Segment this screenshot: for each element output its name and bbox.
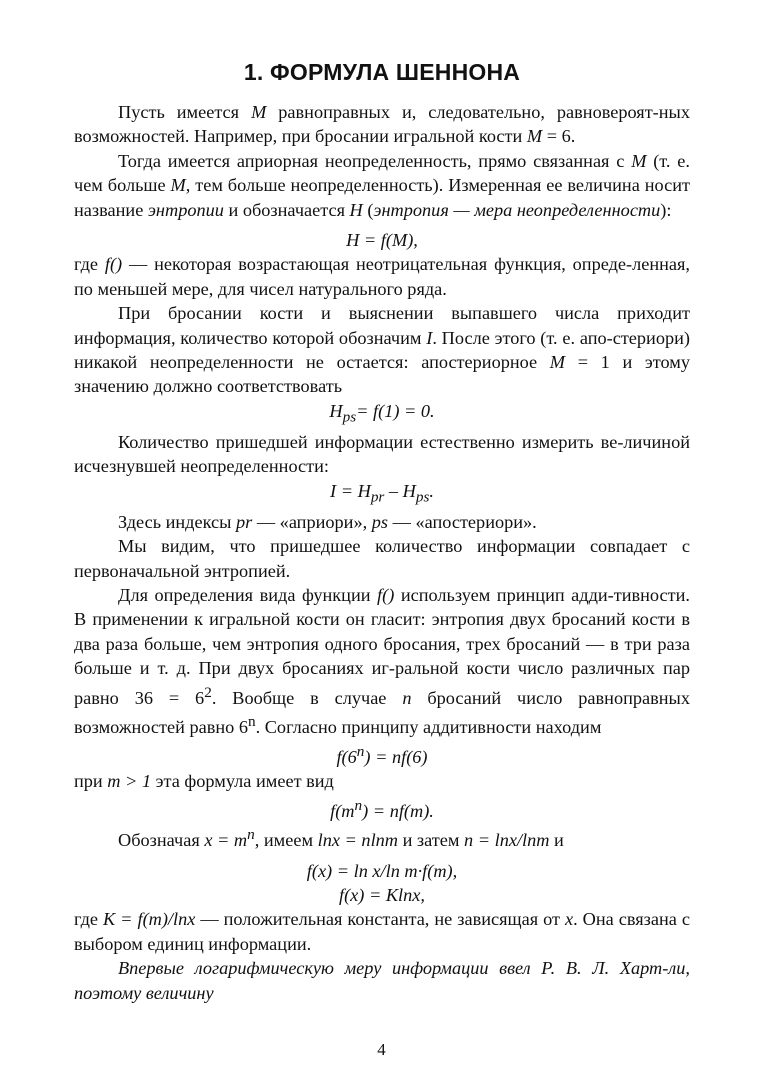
text: . Вообще в случае: [211, 687, 403, 708]
text: используем принцип адди-тивности. В применении к игральной кости он гласит: энтропия двух бросаний кости в два раза больше, чем энтропия одного бросания, трех бросаний — в три раза больше и т. д. При двух бросаниях иг-ральной кости число различных пар равно 36 = 6: [74, 585, 690, 708]
paragraph-12: Впервые логарифмическую меру информации ввел Р. В. Л. Харт-ли, поэтому величину: [74, 958, 690, 1003]
var-m: M: [170, 175, 186, 196]
superscript: n: [356, 742, 365, 760]
text: (: [362, 199, 374, 220]
expr: lnx = nlnm: [317, 830, 398, 851]
expr: n = lnx/lnm: [464, 830, 550, 851]
text: ) = nf(m).: [362, 800, 434, 821]
var-m: M: [549, 352, 566, 373]
paragraph-9: [74, 769, 690, 793]
text: — некоторая возрастающая неотрицательная функция, опреде-ленная, по меньшей мере, для чисел натурального ряда.: [74, 254, 690, 299]
term-definition: энтропия — мера неопределенности: [373, 199, 661, 220]
text: I = H: [330, 480, 371, 501]
var-i: I: [426, 327, 433, 348]
text: (т. е. чем больше: [74, 150, 690, 196]
text: при: [74, 771, 108, 792]
text: . Она связана с выбором единиц информации.: [74, 909, 690, 954]
subscript: ps: [342, 408, 357, 426]
formula-additivity: [74, 740, 690, 770]
text: При бросании кости и выяснении выпавшего числа приходит информация, количество которой обозначим: [74, 303, 690, 348]
func-f: f(): [104, 254, 123, 275]
text: и затем: [398, 830, 465, 851]
text: — «апостериори».: [388, 511, 537, 532]
paragraph-10: [74, 823, 690, 853]
paragraph-5: Количество пришедшей информации естественно измерить ве-личиной исчезнувшей неопределенности:: [74, 431, 690, 477]
condition: m > 1: [107, 771, 152, 792]
text: и: [549, 830, 564, 851]
text: f(m: [330, 800, 355, 821]
var-x: x: [564, 909, 574, 930]
paragraph-11: [74, 907, 690, 956]
text: , имеем: [254, 830, 318, 851]
paragraph-2: [74, 149, 690, 222]
superscript: n: [354, 796, 363, 814]
text: и обозначается: [223, 199, 350, 220]
text: . После этого (т. е. апо-стериори) никакой неопределенности не остается: апостериорное: [74, 327, 690, 373]
var-m: M: [251, 102, 267, 122]
index-pr: pr: [235, 511, 253, 532]
text: — положительная константа, не зависящая от: [195, 909, 565, 930]
text: Для определения вида функции: [118, 585, 378, 606]
formula-klnx: f(x) = Klnx,: [339, 884, 425, 905]
text: — «априори»,: [252, 511, 372, 532]
text: – H: [384, 480, 416, 501]
text: H: [329, 400, 343, 421]
page-number: 4: [377, 1040, 386, 1059]
expr: K = f(m)/lnx: [103, 909, 196, 930]
text: f(6: [336, 746, 357, 767]
text: .: [429, 480, 434, 501]
var-h: H: [349, 199, 363, 220]
subscript: ps: [415, 488, 430, 506]
func-f: f(): [377, 585, 395, 606]
section-title: 1. ФОРМУЛА ШЕННОНА: [243, 59, 521, 85]
text: ):: [660, 199, 672, 220]
document-page: [74, 58, 690, 1005]
superscript: 2: [204, 683, 212, 701]
expr: x = m: [204, 830, 248, 851]
text: эта формула имеет вид: [151, 771, 334, 792]
text: . Согласно принципу аддитивности находим: [255, 717, 602, 738]
paragraph-6: [74, 510, 690, 534]
paragraph-3: [74, 252, 690, 301]
text: Пусть имеется: [118, 102, 252, 122]
var-m: M: [526, 126, 543, 147]
superscript: n: [247, 826, 255, 844]
index-ps: ps: [371, 511, 389, 532]
text: , тем больше неопределенность). Измеренная ее величина носит название: [74, 175, 690, 220]
text: бросаний число равноправных возможностей равно 6: [74, 687, 690, 738]
text: равноправных и, следовательно, равновероят-ных возможностей. Например, при бросании игральной кости: [74, 102, 690, 147]
formula-information: [74, 479, 690, 510]
text: Здесь индексы: [118, 511, 236, 532]
paragraph-8: [74, 583, 690, 740]
text: = 1 и этому значению должно соответствовать: [74, 352, 690, 397]
text: = 6.: [542, 126, 576, 147]
superscript: n: [247, 713, 256, 731]
text: = f(1) = 0.: [356, 400, 435, 421]
formula-h-fm: H = f(M),: [346, 230, 418, 251]
paragraph-4: [74, 301, 690, 399]
text: где: [74, 909, 103, 930]
text: Обозначая: [118, 830, 205, 851]
var-n: n: [402, 687, 412, 708]
var-m: M: [631, 150, 647, 171]
paragraph-7: Мы видим, что пришедшее количество информации совпадает с первоначальной энтропией.: [74, 536, 690, 581]
formula-general: [74, 794, 690, 824]
text: где: [74, 254, 105, 275]
formula-hps: [74, 399, 690, 430]
paragraph-1: [74, 100, 690, 149]
formula-log: f(x) = ln x/ln m·f(m),: [306, 860, 458, 881]
subscript: pr: [370, 488, 385, 506]
text: ) = nf(6): [364, 746, 428, 767]
term-entropy: энтропии: [147, 199, 224, 220]
text: Тогда имеется априорная неопределенность, прямо связанная с: [118, 150, 632, 171]
